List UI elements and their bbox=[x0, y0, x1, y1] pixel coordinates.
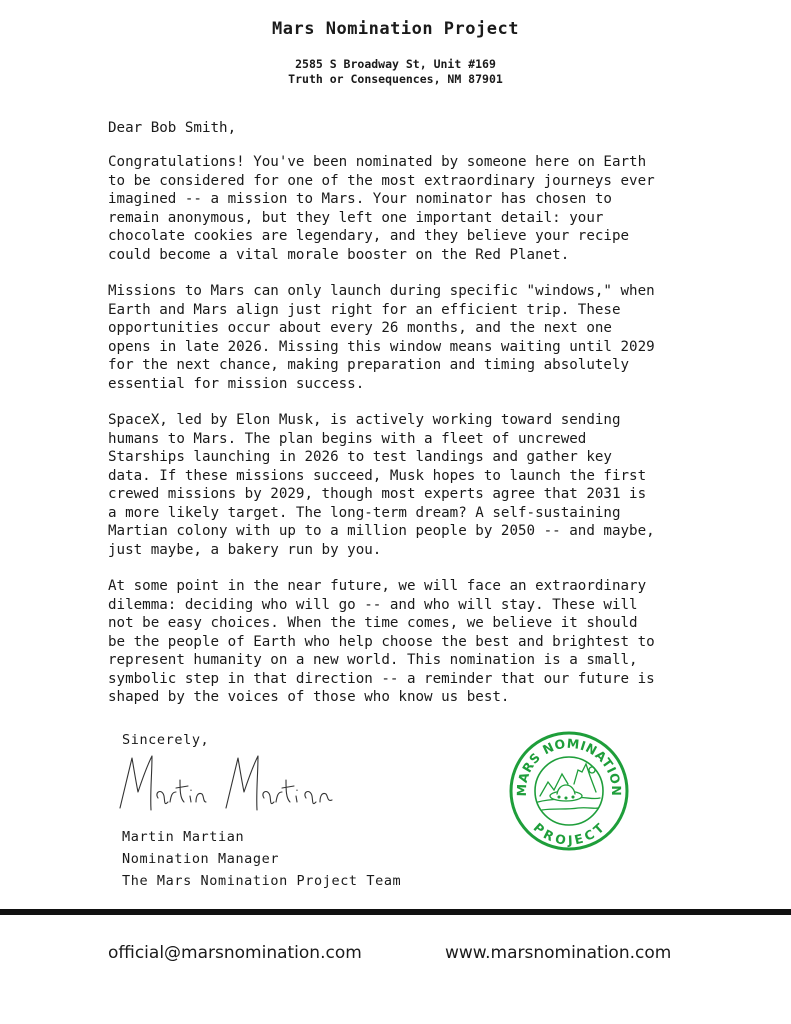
signer-name: Martin Martian bbox=[122, 829, 245, 845]
mars-nomination-seal bbox=[508, 730, 630, 852]
letterhead-title: Mars Nomination Project bbox=[272, 19, 519, 39]
paragraph-1: Congratulations! You've been nominated by someone here on Earth to be considered for one of the most extraordinary journeys ever imagined -- a mission to Mars. Your nominator has chosen to remain anonymous, but they left one important detail: your chocolate cookies are legendary, and they believe your recipe could become a vital morale booster on the Red Planet. bbox=[108, 154, 655, 263]
letter-body bbox=[108, 153, 708, 725]
paragraph-4: At some point in the near future, we will face an extraordinary dilemma: deciding who will go -- and who will stay. These will not be easy choices. When the time comes, we believe it should be the people of Earth who help choose the best and brightest to represent humanity on a new world. This nomination is a small, symbolic step in that direction -- a reminder that our future is shaped by the voices of those who know us best. bbox=[108, 578, 655, 705]
seal-illustration bbox=[538, 764, 600, 810]
seal-bottom-text: PROJECT bbox=[530, 819, 608, 848]
closing: Sincerely, bbox=[122, 732, 210, 748]
seal-top-text: MARS NOMINATION bbox=[513, 735, 625, 797]
footer-email: official@marsnomination.com bbox=[108, 943, 362, 963]
address-line-1: 2585 S Broadway St, Unit #169 bbox=[295, 57, 496, 71]
signature-block bbox=[122, 826, 401, 892]
salutation: Dear Bob Smith, bbox=[108, 120, 237, 136]
letterhead-address bbox=[0, 57, 791, 87]
handwritten-signature bbox=[114, 752, 384, 816]
footer-divider bbox=[0, 909, 791, 915]
address-line-2: Truth or Consequences, NM 87901 bbox=[288, 72, 503, 86]
signer-team: The Mars Nomination Project Team bbox=[122, 873, 402, 889]
signer-title: Nomination Manager bbox=[122, 851, 280, 867]
footer-website: www.marsnomination.com bbox=[445, 943, 672, 963]
paragraph-3: SpaceX, led by Elon Musk, is actively working toward sending humans to Mars. The plan begins with a fleet of uncrewed Starships launching in 2026 to test landings and gather key data. If these missions succeed, Musk hopes to launch the first crewed missions by 2029, though most experts agree that 2031 is a more likely target. The long-term dream? A self-sustaining Martian colony with up to a million people by 2050 -- and maybe, just maybe, a bakery run by you. bbox=[108, 412, 655, 558]
paragraph-2: Missions to Mars can only launch during specific "windows," when Earth and Mars align just right for an efficient trip. These opportunities occur about every 26 months, and the next one opens in late 2026. Missing this window means waiting until 2029 for the next chance, making preparation and timing absolutely essential for mission success. bbox=[108, 283, 655, 392]
